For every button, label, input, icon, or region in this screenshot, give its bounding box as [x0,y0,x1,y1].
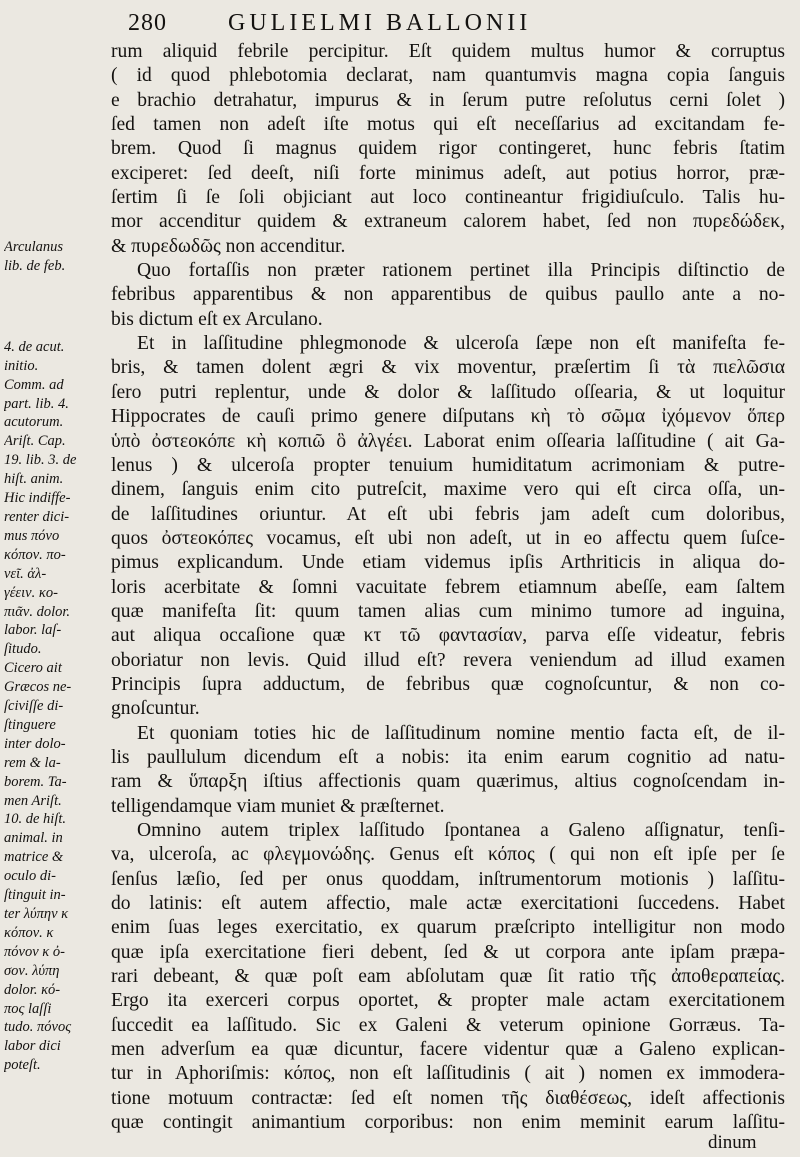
margin-note-line: ſitudo. [4,641,42,658]
text-line: rum aliquid febrile percipitur. Eſt quidem multus humor & corruptus [111,41,785,62]
text-line: exciperet: ſed deeſt, niſi forte minimus adeſt, aut potius horror, præ- [111,162,785,184]
margin-note-line: ſciviſſe di- [4,698,64,715]
running-title: GULIELMI BALLONII [228,10,532,36]
margin-note-line: acutorum. [4,414,64,431]
text-line: bis dictum eſt ex Arculano. [111,308,323,330]
page-number: 280 [128,10,167,36]
margin-note-line: γέειν. κο- [4,584,58,601]
margin-note-line: πος laſſi [4,1000,52,1017]
margin-note-line: matrice & [4,849,64,866]
text-line: febribus apparentibus & non apparentibus de quibus paullo ante a no- [111,284,785,306]
text-line: ſero putri replentur, unde & dolor & laſſitudo oſſearia, & ut loquitur [111,381,785,403]
text-line: Omnino autem triplex laſſitudo ſpontanea a Galeno aſſignatur, tenſi- [137,820,785,841]
margin-note-line: renter dici- [4,508,70,525]
margin-note-line: dolor. κό- [4,981,61,998]
margin-note-line: tudo. πόνος [4,1019,72,1036]
text-line: de laſſitudines oriuntur. At eſt ubi febris jam adeſt cum doloribus, [111,503,785,525]
margin-note-line: Hic indiffe- [4,490,71,507]
margin-note-line: Comm. ad [4,376,64,393]
margin-note-line: ter λύπην κ [4,906,69,922]
text-line: ſenſus læſio, ſed per onus quoddam, inſtrumentorum motionis ) laſſitu- [111,868,785,890]
text-line: Principis ſupra adductum, de febribus quæ cognoſcuntur, & non co- [111,673,785,695]
margin-note-citations [4,338,112,1075]
text-line: brem. Quod ſi magnus quidem rigor contingeret, hunc febris ſtatim [111,138,785,160]
text-line: dinem, ſanguis enim cito putreſcit, maxime vero qui eſt circa oſſa, un- [111,479,785,501]
text-line: enim ſuas leges exercitatio, ex quarum præſcripto intelligitur non modo [111,917,785,939]
text-line: Quo fortaſſis non præter rationem pertinet illa Principis diſtinctio de [137,260,785,282]
margin-note-line: Cicero ait [4,660,62,677]
margin-note-line: 10. de hiſt. [4,811,67,828]
text-line: Et in laſſitudine phlegmonode & ulceroſa ſæpe non eſt manifeſta fe- [137,333,785,355]
catchword: dinum [708,1132,757,1153]
margin-note-line: κόπον. κ [4,924,54,941]
margin-note-line: ſtinguere [4,716,56,733]
margin-note-line: oculo di- [4,868,56,885]
text-line: do latinis: eſt autem affectio, male actæ exercitationi ſuccedens. Habet [111,893,785,915]
text-line: & πυρεδωδῶς non accenditur. [111,235,346,257]
margin-note-line: πόνον κ ὀ- [4,943,65,960]
main-text-block [111,40,785,1135]
margin-note-line: poteſt. [4,1057,41,1074]
margin-note-line: borem. Ta- [4,773,67,790]
margin-note-line: rem & la- [4,754,61,771]
margin-note-line: κόπον. πο- [4,546,66,563]
text-line: lenus ) & ulceroſa propter tenuium humiditatum acrimoniam & putre- [111,454,785,476]
text-line: ſed tamen non adeſt iſte motus qui eſt neceſſarius ad excitandam fe- [111,114,785,136]
text-line: oboriatur non levis. Quid illud eſt? revera veniendum ad illud examen [111,649,785,671]
text-line: Ergo ita exerceri corpus oportet, & propter male actam exercitationem [111,990,785,1012]
margin-note-line: 19. lib. 3. de [4,452,77,469]
text-line: pimus explicandum. Unde etiam videmus ipſis Arthriticis in aliqua do- [111,552,785,574]
margin-note-line: part. lib. 4. [4,395,69,412]
margin-note-line: Arculanus [4,239,64,255]
text-line: quos ὀστεοκόπες vocamus, eſt ubi non adeſt, ut in eo affectu quem ſuſce- [111,527,785,549]
margin-note-line: Ariſt. Cap. [4,433,66,450]
margin-note-line: men Ariſt. [4,792,62,809]
text-line: bris, & tamen dolent ægri & vix moventur, præſertim ſi τὰ πιελῶσια [111,357,785,379]
text-line: gnoſcuntur. [111,698,200,720]
text-line: men adverſum ea quæ dicuntur, facere videntur quæ a Galeno explican- [111,1039,785,1061]
margin-note-line: νεῖ. ἀλ- [4,565,47,582]
margin-note-line: 4. de acut. [4,338,65,355]
text-line: tur in Aphoriſmis: κόπος, non eſt laſſitudinis ( ait ) nomen ex immodera- [111,1063,785,1085]
text-line: aut aliqua occaſione quæ κτ τῶ φαντασίαν, parva eſſe videatur, febris [111,625,785,647]
text-line: ſuccedit ea laſſitudo. Sic ex Galeni & veterum opinione Gorræus. Ta- [111,1014,785,1036]
margin-note-line: σον. λύπη [4,962,60,979]
text-line: lis paullulum dicendum eſt a nobis: ita enim earum cognitio ad natu- [111,746,785,768]
text-line: rari debeant, & quæ poſt eam abſolutam quæ ſit ratio τῆς ἀποθεραπείας. [111,966,785,988]
margin-note-line: initio. [4,357,39,374]
margin-notes [4,238,112,1075]
text-line: ὑπὸ ὀστεοκόπε κὴ κοπιῶ ὃ ἀλγέει. Laborat enim oſſearia laſſitudine ( ait Ga- [111,430,785,452]
text-line: va, ulceroſa, ac φλεγμονώδης. Genus eſt κόπος ( qui non eſt ipſe per ſe [111,844,785,866]
margin-note-line: mus πόνο [4,527,60,544]
text-line: telligendamque viam muniet & præſternet. [111,795,445,817]
text-line: quæ ipſa exercitatione fieri debent, ſed & ut corpora ante ipſam præpa- [111,941,785,963]
text-line: quæ contingit animantium corporibus: non enim meminit earum laſſitu- [111,1112,785,1134]
margin-note-line: labor dici [4,1038,61,1055]
text-line: quæ manifeſta ſit: quum tamen alias cum minimo tumore ad inguina, [111,600,785,622]
margin-note-line: Græcos ne- [4,679,72,696]
margin-note-arculanus [4,238,112,276]
text-line: ram & ὕπαρξη iſtius affectionis quam quærimus, altius cognoſcendam in- [111,771,785,793]
margin-note-line: lib. de feb. [4,257,66,274]
margin-note-line: animal. in [4,830,63,847]
text-line: mor accenditur quidem & extraneum calorem habet, ſed non πυρεδώδεκ, [111,211,785,233]
text-line: Et quoniam toties hic de laſſitudinum nomine mentio facta eſt, de il- [137,722,785,744]
text-line: e brachio detrahatur, impurus & in ſerum putre reſolutus cerni ſolet ) [111,89,785,111]
text-line: tione motuum contractæ: ſed eſt nomen τῆς διαθέσεως, ideſt affectionis [111,1087,785,1109]
margin-note-line: labor. laſ- [4,622,62,639]
text-line: Hippocrates de cauſi primo genere diſputans κὴ τὸ σῶμα ἰχόμενον ὅπερ [111,406,785,428]
margin-note-line: hiſt. anim. [4,471,64,488]
margin-note-line: inter dolo- [4,735,66,752]
text-line: loris acerbitate & ſomni vacuitate febrem etiamnum abeſſe, eam ſaltem [111,576,785,598]
text-line: ſertim ſi ſe ſoli objiciant aut loco contineantur frigidiuſculo. Talis hu- [111,187,785,209]
text-line: ( id quod phlebotomia declarat, nam quantumvis magna copia ſanguis [111,65,785,87]
margin-note-line: ſtinguit in- [4,887,66,904]
running-head [0,6,800,40]
margin-note-line: πιᾶν. dolor. [4,603,71,620]
